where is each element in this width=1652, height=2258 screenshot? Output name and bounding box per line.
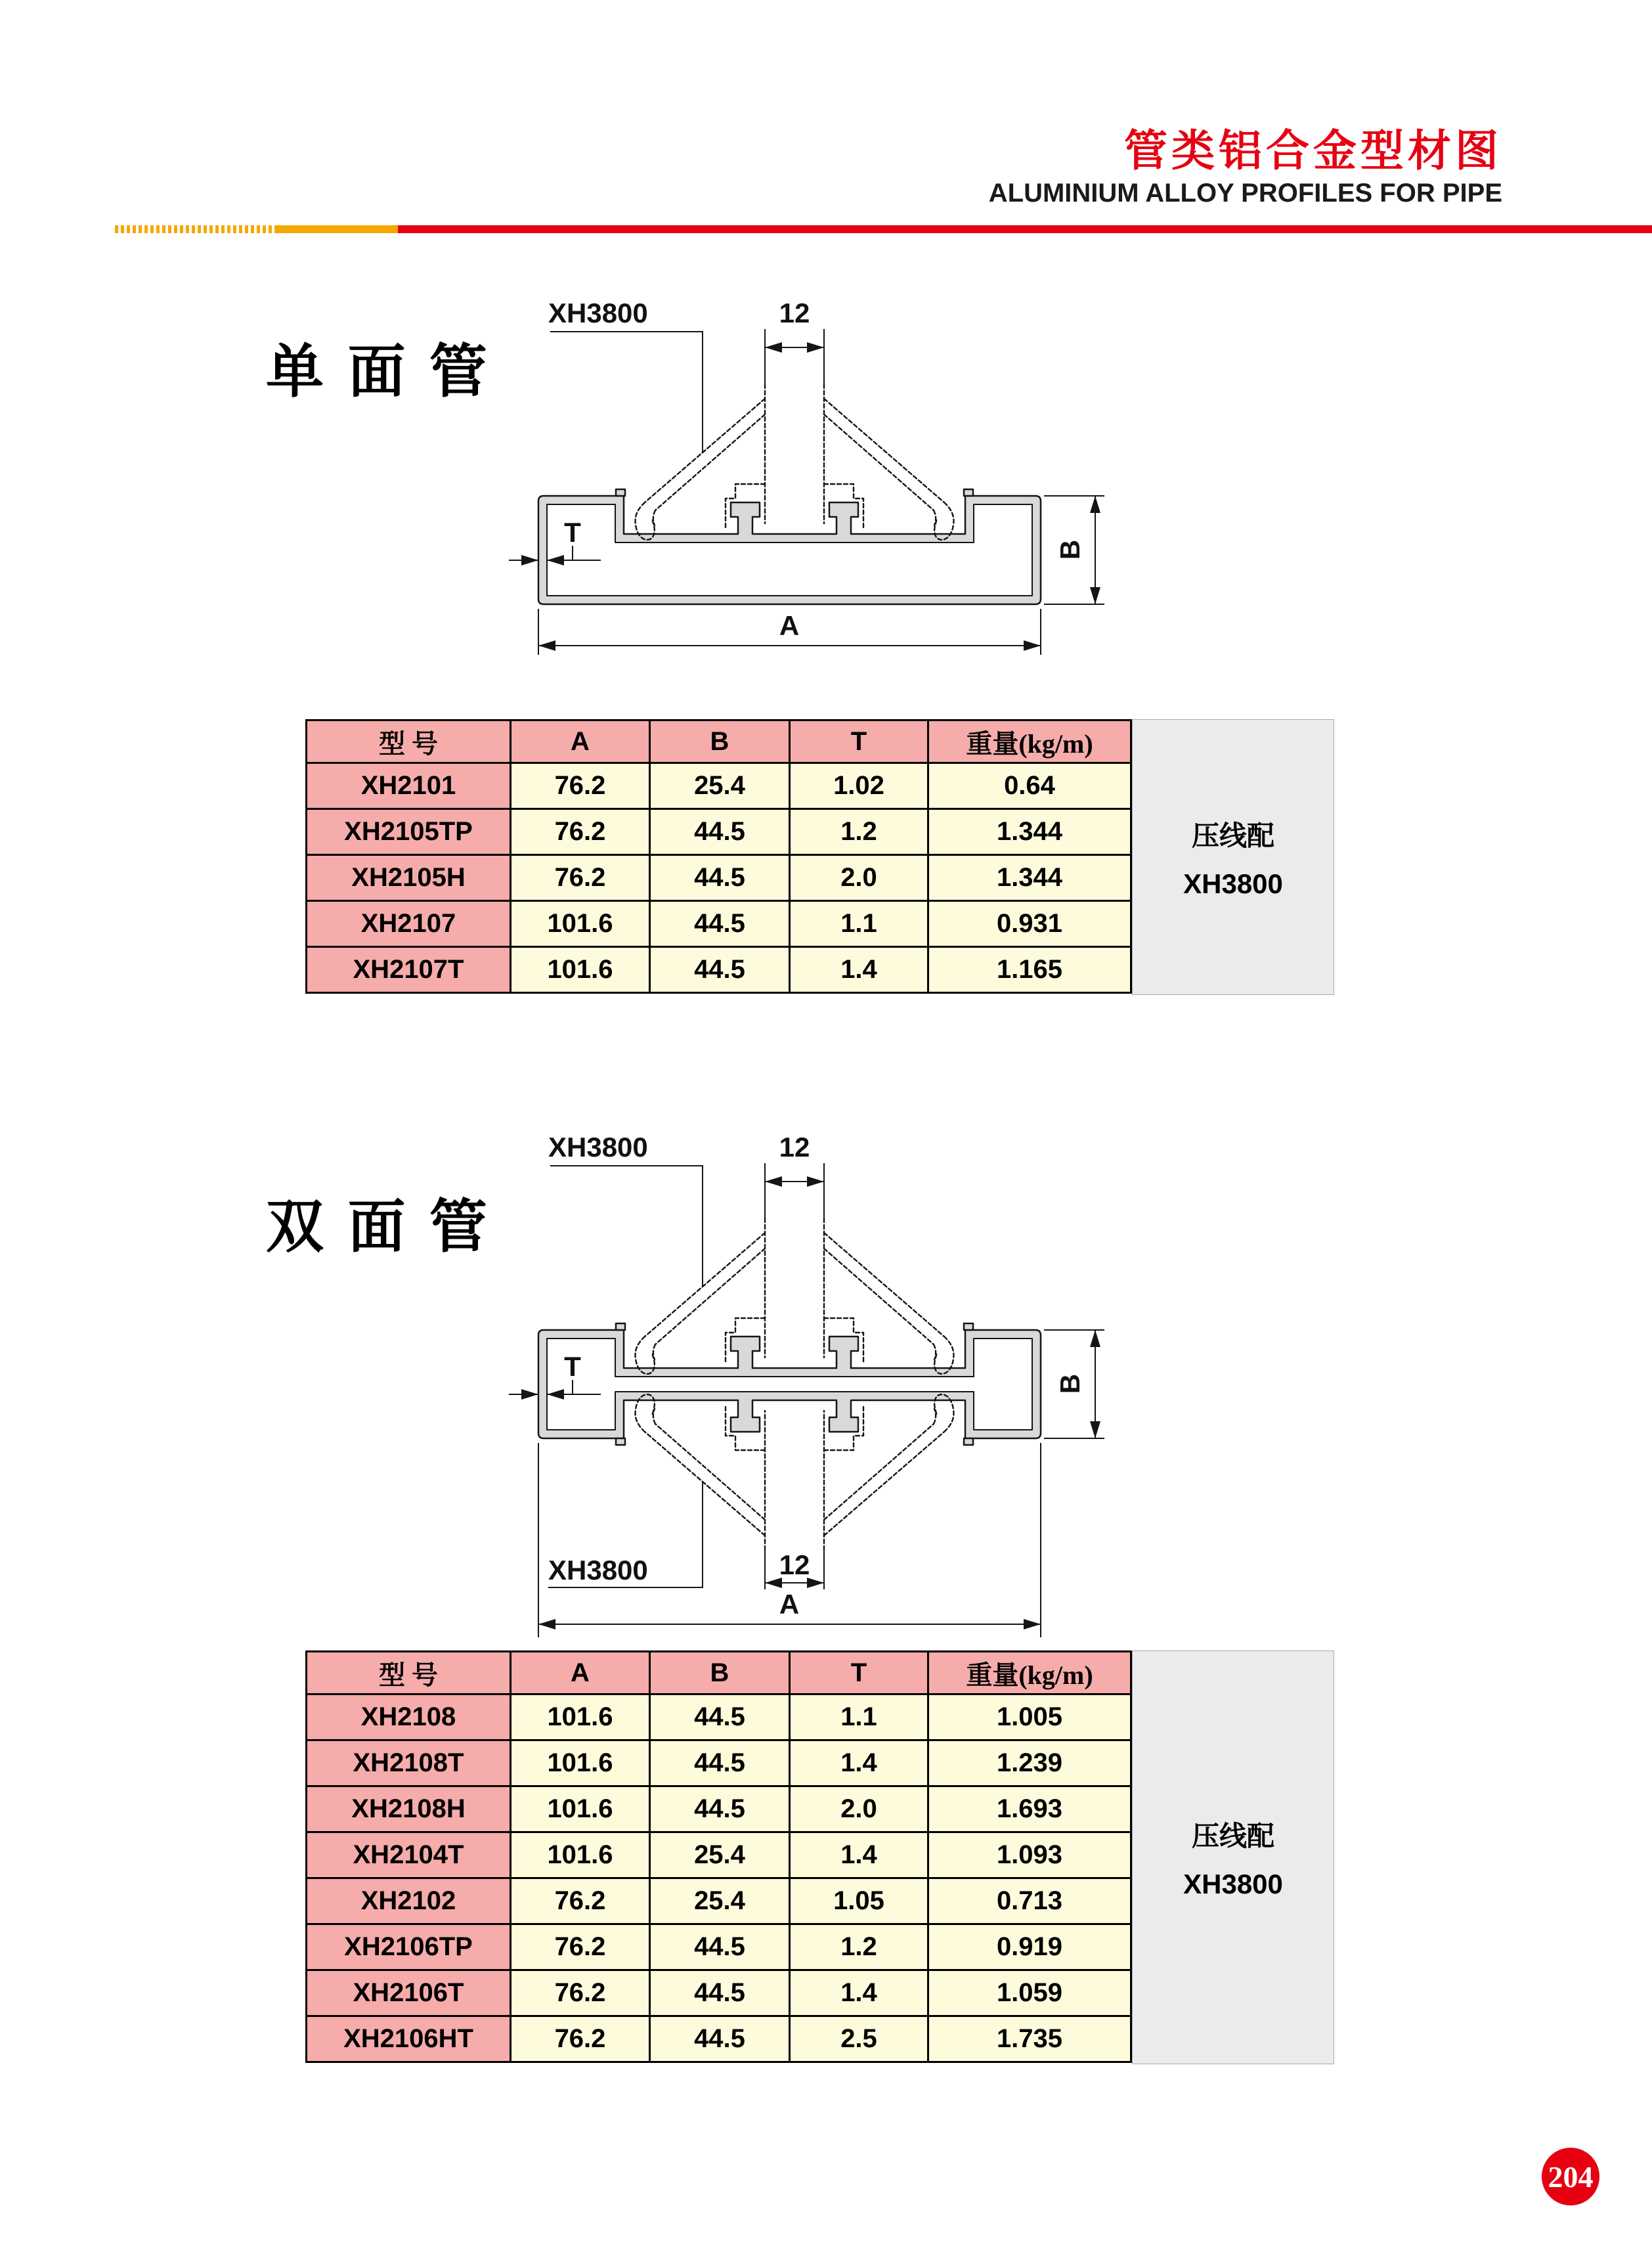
col-header-a: A [511,1652,650,1694]
recess-lip [616,1323,625,1330]
dim-a-label: A [779,1589,800,1620]
table-row [307,947,1131,993]
single-pipe-drawing [414,286,1202,667]
spec-cell: 2.5 [790,2016,928,2062]
spec-table-double [305,1650,1132,2063]
dim-b-label: B [1054,1373,1085,1394]
section-title-double-pipe: 双 面 管 [266,1194,491,1259]
note-line: XH3800 [1183,868,1283,899]
spec-cell: 76.2 [511,1970,650,2016]
model-cell: XH2108 [307,1694,511,1740]
spec-cell: 44.5 [650,809,790,855]
col-header-model: 型 号 [307,720,511,763]
spec-cell: 25.4 [650,1878,790,1924]
spec-cell: 1.093 [928,1832,1131,1878]
section-title-single-pipe: 单 面 管 [266,339,491,404]
spec-cell: 1.165 [928,947,1131,993]
table-row [307,901,1131,947]
col-header-t: T [790,720,928,763]
model-cell: XH2104T [307,1832,511,1878]
spec-cell: 76.2 [511,809,650,855]
table-row [307,1740,1131,1786]
spec-cell: 25.4 [650,763,790,809]
spec-cell: 1.059 [928,1970,1131,2016]
col-header-a: A [511,720,650,763]
spec-cell: 44.5 [650,1694,790,1740]
model-cell: XH2105TP [307,809,511,855]
recess-lip [964,1323,973,1330]
spec-cell: 44.5 [650,1740,790,1786]
part-label-bottom: XH3800 [548,1555,648,1585]
table-row [307,809,1131,855]
xh3800-clip-outline-bottom [636,1394,954,1550]
spec-cell: 76.2 [511,1878,650,1924]
spec-cell: 2.0 [790,855,928,901]
table-row [307,1878,1131,1924]
dim-t-label: T [564,517,581,548]
barcode-stripes [115,225,276,233]
recess-lip [964,1438,973,1445]
spec-cell: 76.2 [511,1924,650,1970]
spec-cell: 44.5 [650,1924,790,1970]
spec-cell: 1.05 [790,1878,928,1924]
spec-cell: 0.713 [928,1878,1131,1924]
spec-cell: 1.4 [790,1832,928,1878]
spec-cell: 1.4 [790,947,928,993]
spec-table-single [305,719,1132,994]
dimension-lines [509,329,1104,655]
recess-lip [616,1438,625,1445]
xh3800-clip-outline [636,384,954,540]
spec-cell: 101.6 [511,947,650,993]
dim-b-label: B [1054,539,1085,560]
double-pipe-drawing [414,1120,1202,1645]
spec-cell: 101.6 [511,1786,650,1832]
table-row [307,763,1131,809]
part-label-top: XH3800 [548,1132,648,1162]
table-row [307,1786,1131,1832]
spec-cell: 101.6 [511,901,650,947]
model-cell: XH2106TP [307,1924,511,1970]
note-panel-double [1132,1650,1334,2064]
yellow-bar-segment [276,225,398,233]
slot-dim-label: 12 [779,298,810,328]
spec-cell: 1.344 [928,855,1131,901]
decorative-bar [0,225,1652,233]
col-header-b: B [650,1652,790,1694]
col-header-model: 型 号 [307,1652,511,1694]
model-cell: XH2108T [307,1740,511,1786]
red-bar-segment [398,225,1652,233]
table-row [307,2016,1131,2062]
model-cell: XH2105H [307,855,511,901]
note-panel-single [1132,719,1334,995]
spec-cell: 0.64 [928,763,1131,809]
table-row [307,855,1131,901]
slot-dim-label-top: 12 [779,1132,810,1162]
spec-cell: 1.1 [790,901,928,947]
model-cell: XH2106T [307,1970,511,2016]
part-label: XH3800 [548,298,648,328]
spec-cell: 1.344 [928,809,1131,855]
recess-lip [964,489,973,496]
recess-lip [616,489,625,496]
spec-cell: 1.2 [790,809,928,855]
spec-cell: 101.6 [511,1740,650,1786]
table-row [307,1924,1131,1970]
model-cell: XH2101 [307,763,511,809]
spec-cell: 1.735 [928,2016,1131,2062]
page-title: 管类铝合金型材图 [1124,126,1502,175]
model-cell: XH2107 [307,901,511,947]
spec-cell: 1.2 [790,1924,928,1970]
note-line: XH3800 [1183,1869,1283,1899]
col-header-t: T [790,1652,928,1694]
spec-cell: 44.5 [650,1786,790,1832]
spec-cell: 1.693 [928,1786,1131,1832]
page-number-badge [1542,2148,1599,2205]
slot-dim-label-bottom: 12 [779,1549,810,1580]
spec-cell: 1.005 [928,1694,1131,1740]
spec-cell: 0.931 [928,901,1131,947]
spec-cell: 1.1 [790,1694,928,1740]
spec-cell: 76.2 [511,763,650,809]
table-row [307,1970,1131,2016]
spec-cell: 44.5 [650,855,790,901]
dim-a-label: A [779,610,800,641]
table-header-row [307,720,1131,763]
spec-cell: 44.5 [650,2016,790,2062]
note-line: 压线配 [1191,1822,1274,1852]
table-row [307,1832,1131,1878]
col-header-b: B [650,720,790,763]
col-header-weight: 重量(kg/m) [928,1652,1131,1694]
model-cell: XH2107T [307,947,511,993]
spec-cell: 44.5 [650,947,790,993]
spec-cell: 101.6 [511,1694,650,1740]
spec-cell: 101.6 [511,1832,650,1878]
spec-cell: 1.239 [928,1740,1131,1786]
model-cell: XH2106HT [307,2016,511,2062]
spec-cell: 1.02 [790,763,928,809]
spec-cell: 76.2 [511,2016,650,2062]
spec-cell: 0.919 [928,1924,1131,1970]
col-header-weight: 重量(kg/m) [928,720,1131,763]
table-header-row [307,1652,1131,1694]
spec-cell: 1.4 [790,1970,928,2016]
spec-cell: 44.5 [650,1970,790,2016]
spec-cell: 1.4 [790,1740,928,1786]
spec-cell: 76.2 [511,855,650,901]
table-row [307,1694,1131,1740]
spec-cell: 25.4 [650,1832,790,1878]
note-line: 压线配 [1191,822,1274,852]
page-subtitle: ALUMINIUM ALLOY PROFILES FOR PIPE [988,179,1502,208]
dim-t-label: T [564,1351,581,1382]
spec-cell: 2.0 [790,1786,928,1832]
xh3800-clip-outline-top [636,1218,954,1374]
spec-cell: 44.5 [650,901,790,947]
model-cell: XH2102 [307,1878,511,1924]
page-number: 204 [1548,2159,1594,2194]
model-cell: XH2108H [307,1786,511,1832]
